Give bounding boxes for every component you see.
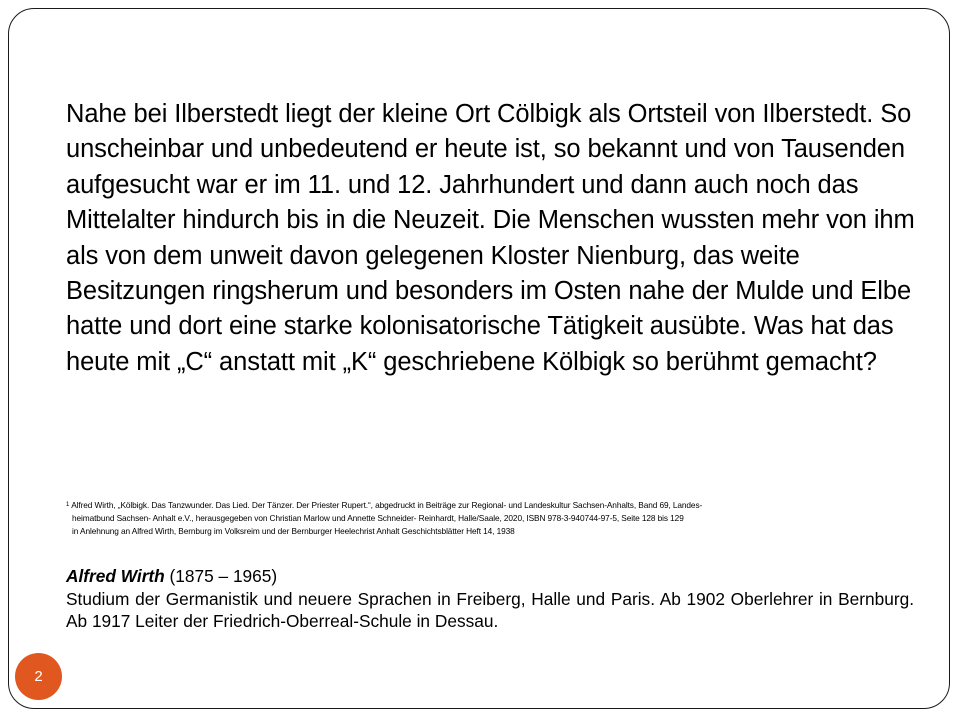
- bio-text: Studium der Germanistik und neuere Sprachen in Freiberg, Halle und Paris. Ab 1902 Oberlehrer in Bernburg. Ab 1917 Leiter der Friedrich-Oberreal-Schule in Dessau.: [66, 588, 914, 631]
- footnote-line-3: in Anlehnung an Alfred Wirth, Bernburg im Volksreim und der Bernburger Heelechrist Anhalt Geschichtsblätter Heft 14, 1938: [72, 525, 515, 536]
- author-bio: [66, 565, 914, 633]
- bio-heading: [66, 565, 914, 588]
- footnote-line-2: heimatbund Sachsen- Anhalt e.V., herausgegeben von Christian Marlow und Annette Schneider- Reinhardt, Halle/Saale, 2020, ISBN 978-3-940744-97-5, Seite 128 bis 129: [72, 512, 684, 523]
- footnote-line-1: [66, 499, 926, 512]
- page-number: 2: [34, 668, 43, 685]
- page-number-badge: [15, 653, 62, 700]
- main-paragraph: Nahe bei Ilberstedt liegt der kleine Ort Cölbigk als Ortsteil von Ilberstedt. So unscheinbar und unbedeutend er heute ist, so bekannt und von Tausenden aufgesucht war er im 11. und 12. Jahrhundert und dann auch noch das Mittelalter hindurch bis in die Neuzeit. Die Menschen wussten mehr von ihm als von dem unweit davon gelegenen Kloster Nienburg, das weite Besitzungen ringsherum und besonders im Osten nahe der Mulde und Elbe hatte und dort eine starke kolonisatorische Tätigkeit ausübte. Was hat das heute mit „C“ anstatt mit „K“ geschriebene Kölbigk so berühmt gemacht?: [66, 100, 915, 376]
- author-name: Alfred Wirth: [66, 566, 165, 586]
- author-years: (1875 – 1965): [164, 566, 278, 586]
- footnote-text-1: Alfred Wirth, „Kölbigk. Das Tanzwunder. Das Lied. Der Tänzer. Der Priester Rupert.“, abgedruckt in Beiträge zur Regional- und Landeskultur Sachsen-Anhalts, Band 69, Landes-: [71, 500, 703, 510]
- footnote: [66, 499, 926, 537]
- footnote-marker: 1: [66, 502, 70, 508]
